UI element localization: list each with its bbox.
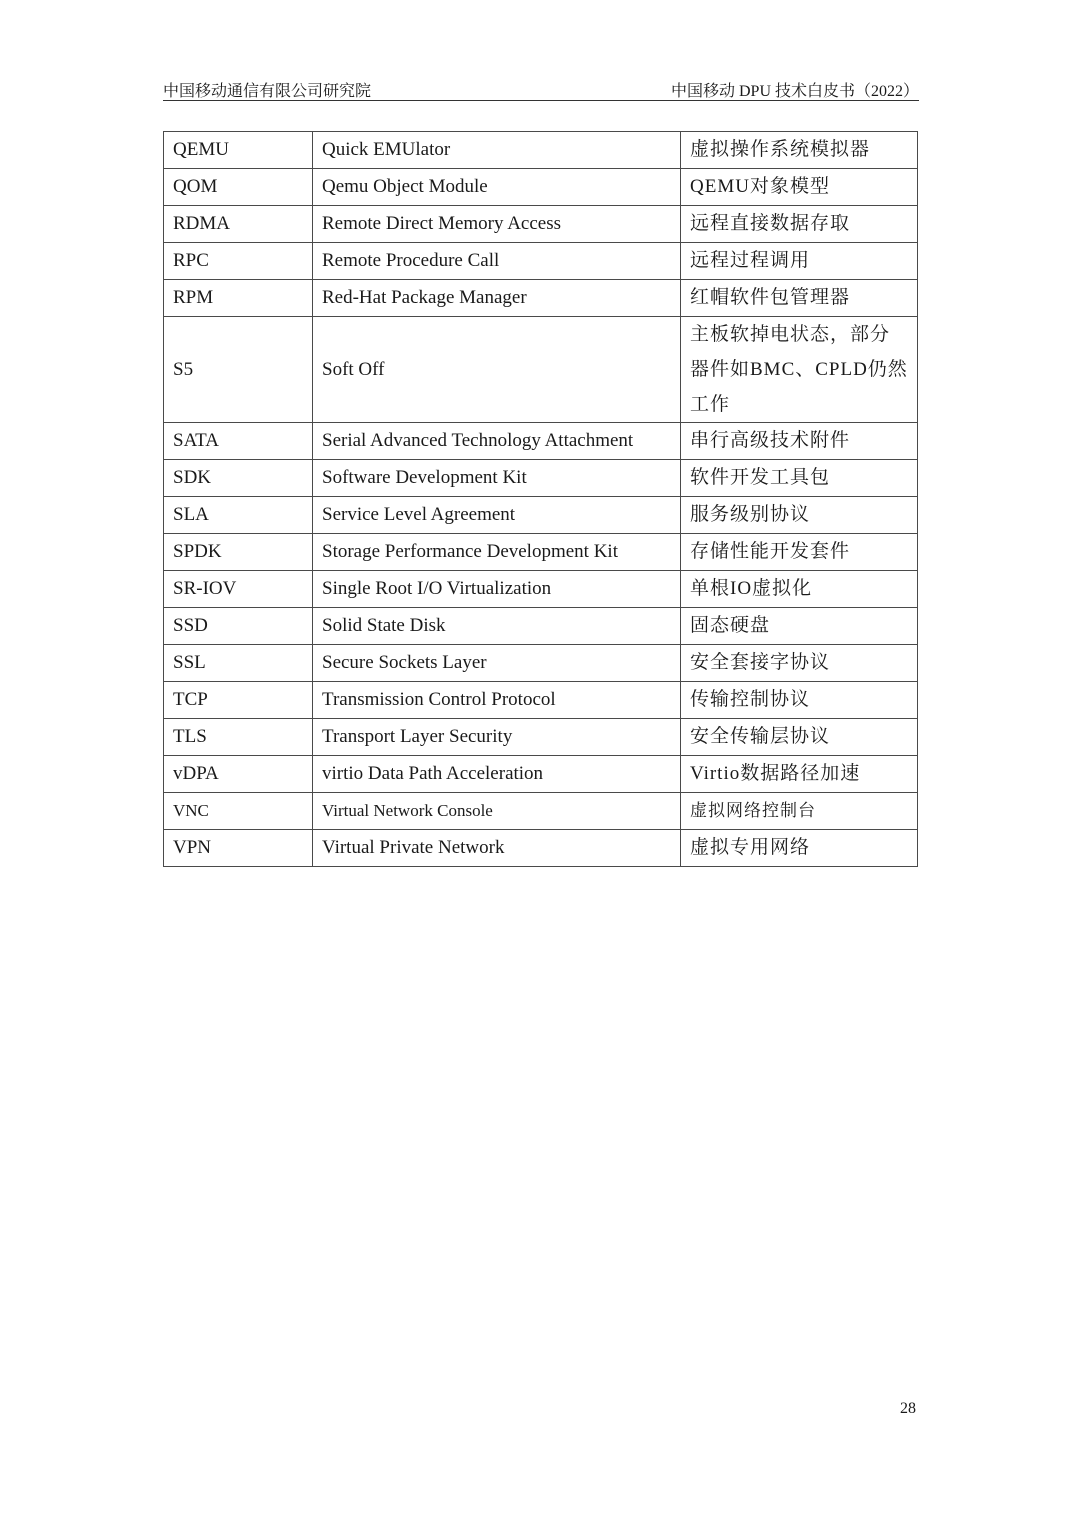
abbreviation-cell: TLS (164, 719, 313, 756)
full-name-cell: Virtual Network Console (313, 793, 681, 830)
table-row (164, 571, 918, 608)
full-name-cell: Serial Advanced Technology Attachment (313, 423, 681, 460)
chinese-term-cell: 远程直接数据存取 (681, 206, 918, 243)
chinese-term-cell: 存储性能开发套件 (681, 534, 918, 571)
full-name-cell: Soft Off (313, 317, 681, 423)
table-row (164, 169, 918, 206)
full-name-cell: Virtual Private Network (313, 830, 681, 867)
chinese-term-cell: 传输控制协议 (681, 682, 918, 719)
table-row (164, 719, 918, 756)
full-name-cell: Remote Procedure Call (313, 243, 681, 280)
full-name-cell: Red-Hat Package Manager (313, 280, 681, 317)
abbreviation-cell: SSD (164, 608, 313, 645)
full-name-cell: Single Root I/O Virtualization (313, 571, 681, 608)
abbreviation-cell: S5 (164, 317, 313, 423)
chinese-term-cell: 虚拟操作系统模拟器 (681, 132, 918, 169)
page-number: 28 (900, 1400, 916, 1417)
full-name-cell: Software Development Kit (313, 460, 681, 497)
abbreviation-cell: TCP (164, 682, 313, 719)
abbreviation-cell: SSL (164, 645, 313, 682)
full-name-cell: Transport Layer Security (313, 719, 681, 756)
abbreviation-cell: vDPA (164, 756, 313, 793)
chinese-term-cell: 虚拟专用网络 (681, 830, 918, 867)
table-row (164, 534, 918, 571)
page-header (163, 76, 919, 101)
table-row (164, 608, 918, 645)
header-organization: 中国移动通信有限公司研究院 (163, 83, 372, 100)
table-row (164, 317, 918, 423)
table-row (164, 497, 918, 534)
full-name-cell: Secure Sockets Layer (313, 645, 681, 682)
full-name-cell: virtio Data Path Acceleration (313, 756, 681, 793)
full-name-cell: Quick EMUlator (313, 132, 681, 169)
table-row (164, 682, 918, 719)
abbreviation-cell: RPC (164, 243, 313, 280)
table-row (164, 830, 918, 867)
full-name-cell: Solid State Disk (313, 608, 681, 645)
full-name-cell: Transmission Control Protocol (313, 682, 681, 719)
abbreviation-cell: SPDK (164, 534, 313, 571)
chinese-term-cell: 红帽软件包管理器 (681, 280, 918, 317)
chinese-term-cell: 安全传输层协议 (681, 719, 918, 756)
abbreviation-cell: SDK (164, 460, 313, 497)
table-row (164, 645, 918, 682)
glossary-table (163, 131, 918, 867)
chinese-term-cell: 主板软掉电状态，部分器件如BMC、CPLD仍然工作 (681, 317, 918, 423)
chinese-term-cell: 串行高级技术附件 (681, 423, 918, 460)
full-name-cell: Storage Performance Development Kit (313, 534, 681, 571)
abbreviation-cell: SR-IOV (164, 571, 313, 608)
table-row (164, 206, 918, 243)
table-row (164, 132, 918, 169)
abbreviation-cell: QOM (164, 169, 313, 206)
table-row (164, 460, 918, 497)
abbreviation-cell: QEMU (164, 132, 313, 169)
table-row (164, 280, 918, 317)
chinese-term-cell: 安全套接字协议 (681, 645, 918, 682)
abbreviation-cell: VPN (164, 830, 313, 867)
abbreviation-cell: SATA (164, 423, 313, 460)
chinese-term-cell: Virtio数据路径加速 (681, 756, 918, 793)
chinese-term-cell: 软件开发工具包 (681, 460, 918, 497)
chinese-term-cell: 固态硬盘 (681, 608, 918, 645)
abbreviation-cell: RDMA (164, 206, 313, 243)
table-row (164, 243, 918, 280)
full-name-cell: Service Level Agreement (313, 497, 681, 534)
abbreviation-cell: VNC (164, 793, 313, 830)
chinese-term-cell: 远程过程调用 (681, 243, 918, 280)
table-row (164, 756, 918, 793)
chinese-term-cell: QEMU对象模型 (681, 169, 918, 206)
abbreviation-cell: RPM (164, 280, 313, 317)
full-name-cell: Remote Direct Memory Access (313, 206, 681, 243)
table-row (164, 793, 918, 830)
chinese-term-cell: 服务级别协议 (681, 497, 918, 534)
chinese-term-cell: 虚拟网络控制台 (681, 793, 918, 830)
full-name-cell: Qemu Object Module (313, 169, 681, 206)
abbreviation-cell: SLA (164, 497, 313, 534)
header-document-title: 中国移动 DPU 技术白皮书（2022） (670, 83, 919, 100)
chinese-term-cell: 单根IO虚拟化 (681, 571, 918, 608)
table-row (164, 423, 918, 460)
